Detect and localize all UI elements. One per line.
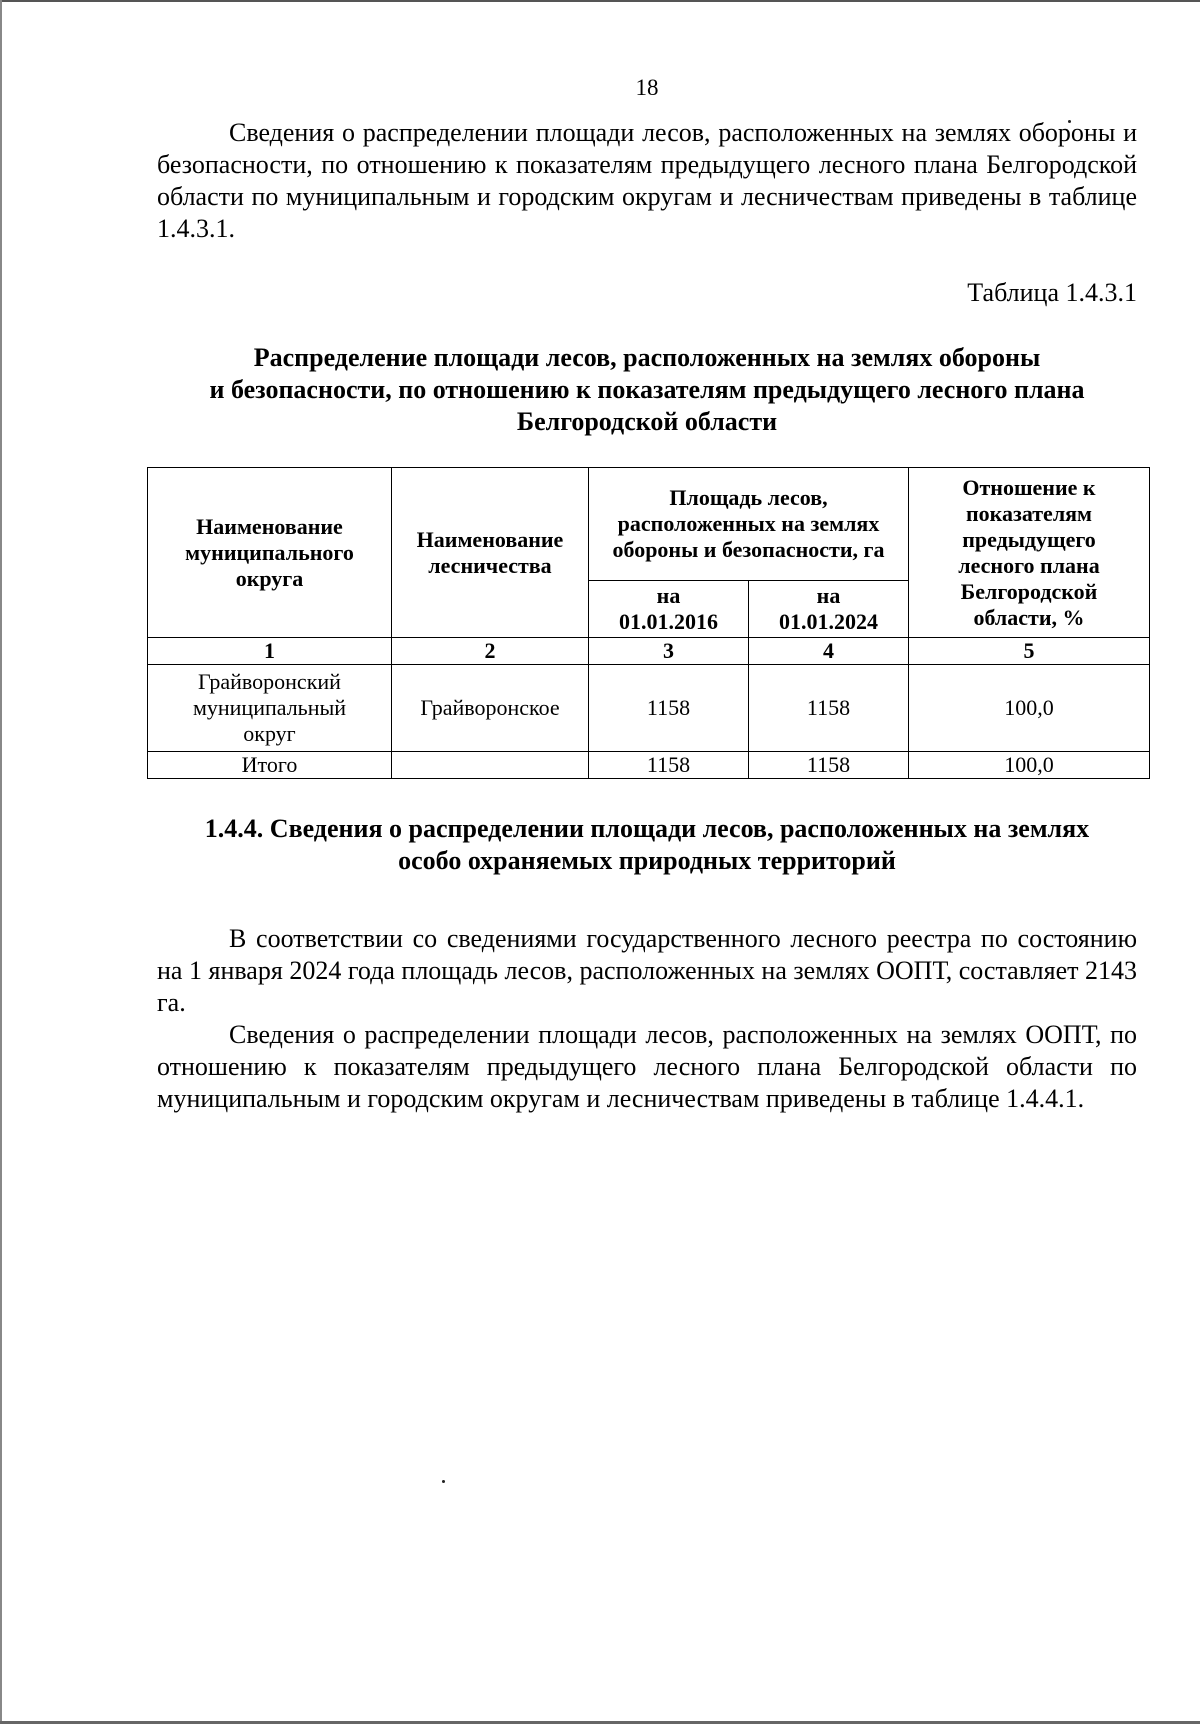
- table-title-line: Белгородской области: [516, 407, 778, 436]
- header-forestry: Наименование лесничества: [392, 468, 589, 638]
- column-number-row: [148, 638, 1150, 665]
- table-title-line: Распределение площади лесов, расположенных на землях обороны: [253, 343, 1041, 372]
- area-2024-cell: 1158: [749, 665, 909, 752]
- forestry-cell: [392, 752, 589, 779]
- district-cell: Грайворонский муниципальный округ: [148, 665, 392, 752]
- column-number: 4: [749, 638, 909, 665]
- header-district: Наименование муниципального округа: [148, 468, 392, 638]
- column-number: 3: [589, 638, 749, 665]
- forestry-cell: Грайворонское: [392, 665, 589, 752]
- header-area-2016: на 01.01.2016: [589, 581, 749, 638]
- header-ratio: Отношение к показателям предыдущего лесного плана Белгородской области, %: [909, 468, 1150, 638]
- table-header-row: [148, 468, 1150, 581]
- area-2016-cell: 1158: [589, 665, 749, 752]
- scan-speck: [442, 1480, 445, 1483]
- column-number: 2: [392, 638, 589, 665]
- scan-left-edge: [0, 0, 2, 1724]
- table-id: Таблица 1.4.3.1: [967, 278, 1137, 307]
- document-page: [157, 60, 1137, 1115]
- column-number: 5: [909, 638, 1150, 665]
- column-number: 1: [148, 638, 392, 665]
- header-area-group: Площадь лесов, расположенных на землях обороны и безопасности, га: [589, 468, 909, 581]
- forest-area-table: [147, 467, 1150, 779]
- district-cell: Итого: [148, 752, 392, 779]
- oopt-area-paragraph: В соответствии со сведениями государственного лесного реестра по состоянию на 1 января 2024 года площадь лесов, расположенных на землях ООПТ, составляет 2143 га.: [157, 924, 1137, 1017]
- section-heading-line: 1.4.4. Сведения о распределении площади лесов, расположенных на землях: [204, 814, 1090, 843]
- section-heading: [157, 813, 1137, 877]
- intro-paragraph: Сведения о распределении площади лесов, расположенных на землях обороны и безопасности, по отношению к показателям предыдущего лесного плана Белгородской области по муниципальным и городским округам и лесничествам приведены в таблице 1.4.3.1.: [157, 118, 1137, 243]
- ratio-cell: 100,0: [909, 752, 1150, 779]
- header-area-2024: на 01.01.2024: [749, 581, 909, 638]
- table-title-line: и безопасности, по отношению к показателям предыдущего лесного плана: [209, 375, 1085, 404]
- table-total-row: [148, 752, 1150, 779]
- area-2024-cell: 1158: [749, 752, 909, 779]
- page-number: 18: [635, 75, 659, 100]
- section-heading-line: особо охраняемых природных территорий: [398, 846, 896, 875]
- area-2016-cell: 1158: [589, 752, 749, 779]
- ratio-cell: 100,0: [909, 665, 1150, 752]
- table-row: [148, 665, 1150, 752]
- table-title: [157, 342, 1137, 438]
- scan-top-edge: [0, 0, 1200, 2]
- oopt-reference-paragraph: Сведения о распределении площади лесов, расположенных на землях ООПТ, по отношению к показателям предыдущего лесного плана Белгородской области по муниципальным и городским округам и лесничествам приведены в таблице 1.4.4.1.: [157, 1020, 1137, 1113]
